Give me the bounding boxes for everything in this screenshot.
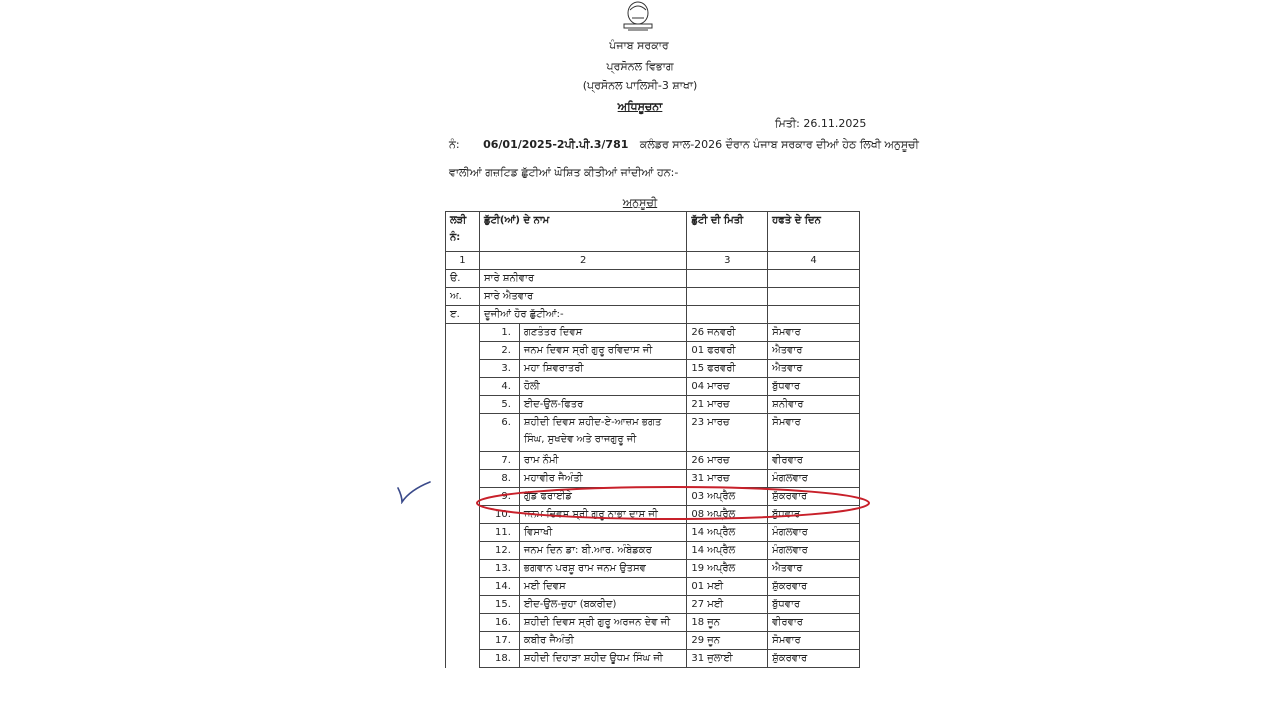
table-row (446, 414, 860, 452)
empty-serial-cell (446, 488, 480, 506)
row-weekday: ਸੋਮਵਾਰ (768, 414, 860, 452)
empty-serial-cell (446, 560, 480, 578)
holiday-table (445, 211, 860, 668)
table-row (446, 360, 860, 378)
table-row (446, 470, 860, 488)
empty-serial-cell (446, 342, 480, 360)
row-holiday-name: ਗਣਤੰਤਰ ਦਿਵਸ (519, 324, 686, 342)
row-date: 26 ਜਨਵਰੀ (687, 324, 768, 342)
reference-line (449, 138, 919, 152)
section-row (446, 270, 860, 288)
row-weekday: ਐਤਵਾਰ (768, 560, 860, 578)
row-weekday: ਮੰਗਲਵਾਰ (768, 524, 860, 542)
row-weekday: ਐਤਵਾਰ (768, 342, 860, 360)
table-row (446, 452, 860, 470)
row-serial: 18. (479, 650, 519, 668)
row-serial: 9. (479, 488, 519, 506)
row-holiday-name: ਕਬੀਰ ਜੈਅੰਤੀ (519, 632, 686, 650)
emblem-icon (610, 0, 666, 34)
row-holiday-name: ਭਗਵਾਨ ਪਰਸ਼ੂ ਰਾਮ ਜਨਮ ਉਤਸਵ (519, 560, 686, 578)
row-date: 19 ਅਪ੍ਰੈਲ (687, 560, 768, 578)
row-date: 21 ਮਾਰਚ (687, 396, 768, 414)
header-weekday: ਹਫਤੇ ਦੇ ਦਿਨ (768, 212, 860, 252)
row-date: 31 ਮਾਰਚ (687, 470, 768, 488)
row-serial: 12. (479, 542, 519, 560)
row-weekday: ਐਤਵਾਰ (768, 360, 860, 378)
empty-serial-cell (446, 414, 480, 452)
row-holiday-name: ਸ਼ਹੀਦੀ ਦਿਵਸ ਸ਼ਹੀਦ-ਏ-ਆਜ਼ਮ ਭਗਤ ਸਿੰਘ, ਸੁਖਦੇਵ ਅਤੇ ਰਾਜਗੁਰੂ ਜੀ (519, 414, 686, 452)
row-weekday: ਸੋਮਵਾਰ (768, 324, 860, 342)
section-label: ਸਾਰੇ ਐਤਵਾਰ (479, 288, 686, 306)
table-header-row (446, 212, 860, 252)
notification-date: ਮਿਤੀ: 26.11.2025 (775, 117, 867, 130)
row-serial: 14. (479, 578, 519, 596)
row-serial: 16. (479, 614, 519, 632)
row-weekday: ਸ਼ੁੱਕਰਵਾਰ (768, 578, 860, 596)
empty-serial-cell (446, 650, 480, 668)
row-holiday-name: ਸ਼ਹੀਦੀ ਦਿਹਾੜਾ ਸ਼ਹੀਦ ਊਧਮ ਸਿੰਘ ਜੀ (519, 650, 686, 668)
header-serial: ਲੜੀ ਨੰ: (446, 212, 480, 252)
row-weekday: ਬੁੱਧਵਾਰ (768, 506, 860, 524)
table-row (446, 396, 860, 414)
row-serial: 10. (479, 506, 519, 524)
empty-serial-cell (446, 452, 480, 470)
empty-serial-cell (446, 324, 480, 342)
row-serial: 8. (479, 470, 519, 488)
section-label: ਸਾਰੇ ਸ਼ਨੀਵਾਰ (479, 270, 686, 288)
row-date: 08 ਅਪ੍ਰੈਲ (687, 506, 768, 524)
index-cell: 3 (687, 252, 768, 270)
empty-serial-cell (446, 396, 480, 414)
empty-serial-cell (446, 542, 480, 560)
row-date: 04 ਮਾਰਚ (687, 378, 768, 396)
row-serial: 1. (479, 324, 519, 342)
empty-cell (687, 306, 768, 324)
empty-cell (687, 288, 768, 306)
row-holiday-name: ਰਾਮ ਨੌਮੀ (519, 452, 686, 470)
row-weekday: ਬੁੱਧਵਾਰ (768, 596, 860, 614)
index-cell: 2 (479, 252, 686, 270)
table-row (446, 578, 860, 596)
row-date: 14 ਅਪ੍ਰੈਲ (687, 524, 768, 542)
department-name: ਪ੍ਰਸੋਨਲ ਵਿਭਾਗ (606, 60, 674, 73)
row-holiday-name: ਹੋਲੀ (519, 378, 686, 396)
empty-serial-cell (446, 578, 480, 596)
section-row (446, 306, 860, 324)
row-date: 31 ਜੁਲਾਈ (687, 650, 768, 668)
empty-serial-cell (446, 378, 480, 396)
table-row (446, 632, 860, 650)
table-row (446, 342, 860, 360)
table-row (446, 614, 860, 632)
row-date: 29 ਜੂਨ (687, 632, 768, 650)
index-cell: 4 (768, 252, 860, 270)
empty-cell (768, 288, 860, 306)
table-row (446, 524, 860, 542)
row-weekday: ਬੁੱਧਵਾਰ (768, 378, 860, 396)
header-date: ਛੁੱਟੀ ਦੀ ਮਿਤੀ (687, 212, 768, 252)
empty-cell (768, 270, 860, 288)
row-weekday: ਵੀਰਵਾਰ (768, 452, 860, 470)
row-weekday: ਸੋਮਵਾਰ (768, 632, 860, 650)
table-row (446, 378, 860, 396)
table-index-row (446, 252, 860, 270)
table-row (446, 488, 860, 506)
row-weekday: ਸ਼ਨੀਵਾਰ (768, 396, 860, 414)
table-row (446, 542, 860, 560)
empty-serial-cell (446, 632, 480, 650)
empty-serial-cell (446, 470, 480, 488)
branch-name: (ਪ੍ਰਸੋਨਲ ਪਾਲਿਸੀ-3 ਸ਼ਾਖਾ) (582, 79, 698, 92)
empty-serial-cell (446, 506, 480, 524)
header-holiday-name: ਛੁੱਟੀ(ਆਂ) ਦੇ ਨਾਮ (479, 212, 686, 252)
section-row (446, 288, 860, 306)
empty-serial-cell (446, 360, 480, 378)
row-weekday: ਮੰਗਲਵਾਰ (768, 542, 860, 560)
row-weekday: ਸ਼ੁੱਕਰਵਾਰ (768, 488, 860, 506)
row-date: 14 ਅਪ੍ਰੈਲ (687, 542, 768, 560)
row-serial: 11. (479, 524, 519, 542)
empty-serial-cell (446, 524, 480, 542)
row-serial: 5. (479, 396, 519, 414)
row-weekday: ਵੀਰਵਾਰ (768, 614, 860, 632)
index-cell: 1 (446, 252, 480, 270)
row-holiday-name: ਈਦ-ਉਲ-ਜ਼ੁਹਾ (ਬਕਰੀਦ) (519, 596, 686, 614)
notification-heading: ਅਧਿਸੂਚਨਾ (617, 100, 663, 113)
reference-text: ਕਲੰਡਰ ਸਾਲ-2026 ਦੌਰਾਨ ਪੰਜਾਬ ਸਰਕਾਰ ਦੀਆਂ ਹੇਠ ਲਿਖੀ ਅਨੁਸੂਚੀ (639, 138, 919, 151)
section-letter: ਅ. (446, 288, 480, 306)
reference-prefix: ਨੰ: (449, 138, 460, 151)
row-date: 01 ਫਰਵਰੀ (687, 342, 768, 360)
row-holiday-name: ਜਨਮ ਦਿਨ ਡਾ: ਬੀ.ਆਰ. ਅੰਬੇਡਕਰ (519, 542, 686, 560)
empty-cell (687, 270, 768, 288)
row-serial: 15. (479, 596, 519, 614)
reference-line-continued: ਵਾਲੀਆਂ ਗਜ਼ਟਿਡ ਛੁੱਟੀਆਂ ਘੋਸ਼ਿਤ ਕੀਤੀਆਂ ਜਾਂਦੀਆਂ ਹਨ:- (449, 166, 679, 179)
row-date: 26 ਮਾਰਚ (687, 452, 768, 470)
row-serial: 6. (479, 414, 519, 452)
section-letter: ੳ. (446, 270, 480, 288)
section-label: ਦੂਜੀਆਂ ਹੋਰ ਛੁੱਟੀਆਂ:- (479, 306, 686, 324)
row-holiday-name: ਜਨਮ ਦਿਵਸ ਸ੍ਰੀ ਗੁਰੂ ਰਵਿਦਾਸ ਜੀ (519, 342, 686, 360)
table-row (446, 506, 860, 524)
empty-serial-cell (446, 596, 480, 614)
table-row (446, 324, 860, 342)
row-date: 27 ਮਈ (687, 596, 768, 614)
table-row (446, 650, 860, 668)
row-weekday: ਮੰਗਲਵਾਰ (768, 470, 860, 488)
row-date: 03 ਅਪ੍ਰੈਲ (687, 488, 768, 506)
row-holiday-name: ਸ਼ਹੀਦੀ ਦਿਵਸ ਸ੍ਰੀ ਗੁਰੂ ਅਰਜਨ ਦੇਵ ਜੀ (519, 614, 686, 632)
government-name: ਪੰਜਾਬ ਸਰਕਾਰ (609, 39, 669, 52)
section-letter: ੲ. (446, 306, 480, 324)
table-row (446, 596, 860, 614)
row-date: 23 ਮਾਰਚ (687, 414, 768, 452)
row-holiday-name: ਗੁੱਡ ਫਰਾਈਡੇ (519, 488, 686, 506)
empty-cell (768, 306, 860, 324)
row-date: 18 ਜੂਨ (687, 614, 768, 632)
row-date: 15 ਫਰਵਰੀ (687, 360, 768, 378)
row-serial: 4. (479, 378, 519, 396)
row-weekday: ਸ਼ੁੱਕਰਵਾਰ (768, 650, 860, 668)
row-holiday-name: ਮਹਾਵੀਰ ਜੈਅੰਤੀ (519, 470, 686, 488)
row-serial: 3. (479, 360, 519, 378)
reference-number: 06/01/2025-2ਪੀ.ਪੀ.3/781 (483, 138, 629, 151)
row-serial: 2. (479, 342, 519, 360)
row-holiday-name: ਮਈ ਦਿਵਸ (519, 578, 686, 596)
row-serial: 13. (479, 560, 519, 578)
empty-serial-cell (446, 614, 480, 632)
tick-mark-icon (396, 478, 432, 504)
row-date: 01 ਮਈ (687, 578, 768, 596)
table-row (446, 560, 860, 578)
row-holiday-name: ਜਨਮ ਦਿਵਸ ਸ੍ਰੀ ਗੁਰੂ ਨਾਭਾ ਦਾਸ ਜੀ (519, 506, 686, 524)
row-holiday-name: ਮਹਾ ਸ਼ਿਵਰਾਤਰੀ (519, 360, 686, 378)
row-serial: 7. (479, 452, 519, 470)
schedule-title: ਅਨੁਸੂਚੀ (622, 196, 658, 209)
row-serial: 17. (479, 632, 519, 650)
row-holiday-name: ਵਿਸਾਖੀ (519, 524, 686, 542)
row-holiday-name: ਈਦ-ਉਲ-ਫਿਤਰ (519, 396, 686, 414)
